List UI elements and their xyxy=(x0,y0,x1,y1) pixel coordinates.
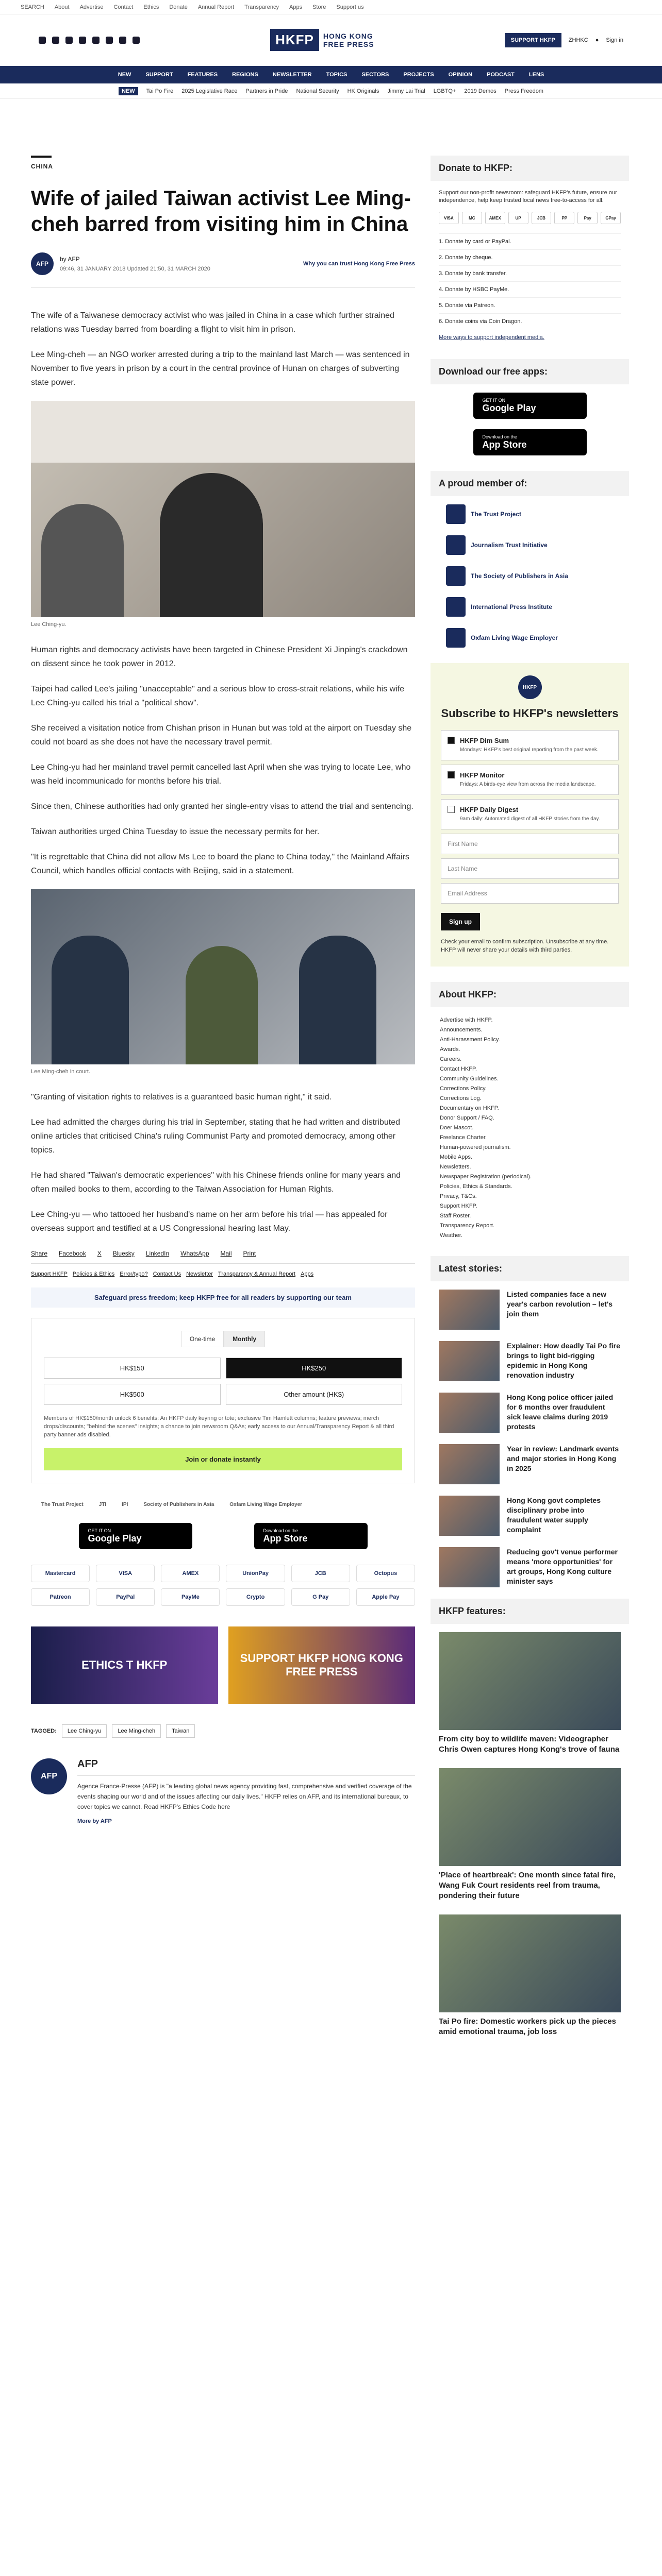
about-link[interactable]: Anti-Harassment Policy. xyxy=(440,1037,500,1043)
trending-item[interactable]: Tai Po Fire xyxy=(146,88,174,94)
share-bar xyxy=(31,1250,415,1264)
newsletter-option[interactable] xyxy=(441,730,619,760)
about-link[interactable]: Documentary on HKFP. xyxy=(440,1105,499,1111)
newsletter-option-text xyxy=(460,737,599,754)
byline xyxy=(31,252,415,288)
trending-bar xyxy=(0,83,662,99)
checkbox-checked[interactable] xyxy=(448,737,455,744)
newsletter-option[interactable] xyxy=(441,799,619,829)
about-link[interactable]: Weather. xyxy=(440,1232,462,1239)
newsletter-signup xyxy=(431,663,629,967)
article-paragraph: Human rights and democracy activists have been targeted in Chinese President Xi Jinping's crackdown on dissent since he took power in 2012. xyxy=(31,646,408,668)
payment-methods xyxy=(31,1565,415,1606)
jti-logo xyxy=(446,535,466,555)
donate-option[interactable]: 2. Donate by cheque. xyxy=(439,249,621,265)
about-link[interactable]: Newspaper Registration (periodical). xyxy=(440,1174,532,1180)
share-print[interactable]: Print xyxy=(243,1250,256,1257)
donate-text[interactable]: Support our non-profit newsroom: safeguard HKFP's future, ensure our independence, help keep trusted local news free-to-access for all. xyxy=(439,190,617,204)
link-apps[interactable]: Apps xyxy=(301,1271,314,1277)
topbar-annual-report[interactable]: Annual Report xyxy=(197,4,235,10)
top-utility-bar xyxy=(0,0,662,14)
youtube-icon[interactable] xyxy=(106,37,113,44)
share-bluesky[interactable]: Bluesky xyxy=(112,1250,135,1257)
main-nav xyxy=(0,66,662,83)
mail-icon[interactable] xyxy=(119,37,126,44)
article-paragraph: Lee Ching-yu had her mainland travel permit cancelled last April when she was trying to locate Lee, who was held incommunicado for months before his trial. xyxy=(31,763,411,786)
nav-opinion[interactable]: OPINION xyxy=(448,72,473,78)
about-link[interactable]: Corrections Log. xyxy=(440,1095,482,1101)
author-bio: Agence France-Presse (AFP) is "a leading global news agency providing fast, comprehensive and verified coverage of the events shaping our world and of the issues affecting our daily lives." HKFP relies on AFP, and its international bureaux, to cover topics we cannot. Read HKFP's Ethics Code here xyxy=(77,1783,412,1810)
donate-option[interactable]: 4. Donate by HSBC PayMe. xyxy=(439,281,621,297)
article-paragraph: "Granting of visitation rights to relatives is a guaranteed basic human right," it said. xyxy=(31,1093,332,1101)
feature-title: From city boy to wildlife maven: Videographer Chris Owen captures Hong Kong's trove of fauna xyxy=(439,1735,620,1754)
trending-item[interactable]: National Security xyxy=(296,88,339,94)
newsletter-name: HKFP Dim Sum xyxy=(460,737,509,744)
newsletter-desc: 9am daily: Automated digest of all HKFP stories from the day. xyxy=(460,816,600,822)
email-field[interactable]: Email Address xyxy=(441,883,619,904)
about-link[interactable]: Awards. xyxy=(440,1046,460,1053)
newsletter-title: Subscribe to HKFP's newsletters xyxy=(441,707,619,720)
photo-person xyxy=(160,473,263,617)
about-link[interactable]: Mobile Apps. xyxy=(440,1154,472,1160)
amount-option[interactable]: HK$500 xyxy=(44,1384,221,1405)
google-play-small: GET IT ON xyxy=(482,398,506,403)
share-label: Share xyxy=(31,1250,48,1257)
features-heading: HKFP features: xyxy=(431,1599,629,1624)
logo-line-2: FREE PRESS xyxy=(323,40,374,48)
app-store-small: Download on the xyxy=(263,1528,299,1533)
mastercard-icon[interactable]: Mastercard xyxy=(31,1565,90,1582)
story-thumbnail xyxy=(439,1341,500,1381)
about-link[interactable]: Human-powered journalism. xyxy=(440,1144,511,1150)
article-photo-court xyxy=(31,889,415,1064)
gpay-icon: GPay xyxy=(601,212,621,224)
photo-caption: Lee Ming-cheh in court. xyxy=(31,1069,90,1075)
article-paragraph: He had shared "Taiwan's democratic experiences" with his Chinese friends online for many years and often mailed books to them, according to the Taiwan Association for Human Rights. xyxy=(31,1171,401,1194)
link-support[interactable]: Support HKFP xyxy=(31,1271,68,1277)
topbar-about[interactable]: About xyxy=(54,4,70,10)
about-link[interactable]: Doer Mascot. xyxy=(440,1125,474,1131)
social-icons xyxy=(39,37,140,44)
badge-jti[interactable]: JTI xyxy=(98,1502,107,1507)
newsletter-desc: Mondays: HKFP's best original reporting from the past week. xyxy=(460,747,599,753)
sidebar xyxy=(431,156,629,2050)
latest-heading: Latest stories: xyxy=(431,1256,629,1281)
paypal-icon: PP xyxy=(554,212,574,224)
share-facebook[interactable]: Facebook xyxy=(59,1250,86,1257)
feature-image xyxy=(439,1632,621,1730)
tag-item[interactable]: Lee Ming-cheh xyxy=(112,1724,161,1738)
newsletter-desc: Fridays: A birds-eye view from across the media landscape. xyxy=(460,782,596,787)
link-newsletter[interactable]: Newsletter xyxy=(186,1271,213,1277)
feature-story[interactable] xyxy=(431,1914,629,2037)
share-linkedin[interactable]: LinkedIn xyxy=(145,1250,170,1257)
nav-topics[interactable]: TOPICS xyxy=(326,72,347,78)
brand-header xyxy=(0,14,662,66)
topbar-apps[interactable]: Apps xyxy=(289,4,303,10)
nav-projects[interactable]: PROJECTS xyxy=(403,72,434,78)
topbar-ethics[interactable]: Ethics xyxy=(143,4,159,10)
member-list xyxy=(431,504,629,648)
publish-dates: 09:46, 31 JANUARY 2018 Updated 21:50, 31 MARCH 2020 xyxy=(60,266,210,272)
newsletter-option-text xyxy=(460,806,600,823)
latest-story[interactable] xyxy=(431,1444,629,1484)
linkedin-icon[interactable] xyxy=(92,37,100,44)
article-title: Wife of jailed Taiwan activist Lee Ming-cheh barred from visiting him in China xyxy=(31,187,411,235)
logo-text xyxy=(323,32,374,48)
google-play-big: Google Play xyxy=(482,403,536,413)
google-play-button[interactable] xyxy=(473,393,587,419)
topbar-store[interactable]: Store xyxy=(312,4,326,10)
member-badges xyxy=(31,1502,415,1507)
story-thumbnail xyxy=(439,1393,500,1433)
newsletter-name: HKFP Daily Digest xyxy=(460,806,519,814)
article-paragraph: "It is regrettable that China did not allow Ms Lee to board the plane to China today," the Mainland Affairs Council, which handles official contacts with Beijing, said in a statement. xyxy=(31,853,409,875)
tagged-label: TAGGED: xyxy=(31,1728,57,1734)
feature-title: 'Place of heartbreak': One month since fatal fire, Wang Fuk Court residents reel from trauma, pondering their future xyxy=(439,1871,616,1900)
donate-options xyxy=(431,233,629,329)
byline-text xyxy=(60,256,210,272)
about-link[interactable]: Staff Roster. xyxy=(440,1213,471,1219)
new-badge: NEW xyxy=(119,87,138,95)
topbar-advertise[interactable]: Advertise xyxy=(79,4,104,10)
safeguard-banner[interactable]: Safeguard press freedom; keep HKFP free for all readers by supporting our team xyxy=(31,1287,415,1308)
photo-banner xyxy=(31,401,415,463)
topbar-donate[interactable]: Donate xyxy=(169,4,188,10)
member-oxfam[interactable] xyxy=(446,628,614,648)
donate-option[interactable]: 3. Donate by bank transfer. xyxy=(439,265,621,281)
latest-story[interactable] xyxy=(431,1496,629,1536)
google-play-small: GET IT ON xyxy=(88,1528,111,1533)
about-link[interactable]: Contact HKFP. xyxy=(440,1066,477,1072)
badge-oxfam[interactable]: Oxfam Living Wage Employer xyxy=(229,1502,303,1507)
article-paragraph: Lee had admitted the charges during his trial in September, stating that he had written and distributed online articles that criticised China's ruling Communist Party and promoted democracy, among other topics. xyxy=(31,1118,400,1155)
page-body xyxy=(0,156,662,2050)
trending-item[interactable]: Partners in Pride xyxy=(245,88,288,94)
promo-banners xyxy=(31,1626,415,1704)
donate-widget xyxy=(31,1318,415,1483)
divider xyxy=(77,1775,415,1776)
about-link[interactable]: Privacy, T&Cs. xyxy=(440,1193,477,1199)
mastercard-icon: MC xyxy=(462,212,482,224)
badge-sopa[interactable]: Society of Publishers in Asia xyxy=(143,1502,214,1507)
first-name-field[interactable]: First Name xyxy=(441,834,619,854)
member-name: The Trust Project xyxy=(471,511,522,518)
trending-item[interactable]: 2019 Demos xyxy=(464,88,496,94)
logo-mark: HKFP xyxy=(270,29,319,51)
rss-icon[interactable] xyxy=(133,37,140,44)
article-paragraph: Taiwan authorities urged China Tuesday to issue the necessary permits for her. xyxy=(31,827,320,836)
member-name: The Society of Publishers in Asia xyxy=(471,572,568,580)
app-store-small: Download on the xyxy=(482,434,518,439)
app-store-big: App Store xyxy=(482,439,527,450)
story-thumbnail xyxy=(439,1496,500,1536)
user-icon[interactable]: ● xyxy=(595,37,599,43)
amount-option-selected[interactable]: HK$250 xyxy=(226,1358,403,1379)
trust-project-logo xyxy=(446,504,466,524)
feature-image xyxy=(439,1914,621,2012)
footer-links xyxy=(31,1271,415,1277)
member-trust-project[interactable] xyxy=(446,504,614,524)
about-link[interactable]: Announcements. xyxy=(440,1027,483,1033)
share-mail[interactable]: Mail xyxy=(220,1250,232,1257)
language-switch[interactable]: ZHHKC xyxy=(568,37,588,43)
member-jti[interactable] xyxy=(446,535,614,555)
photo-person xyxy=(52,936,129,1064)
topbar-support[interactable]: Support us xyxy=(336,4,364,10)
jcb-icon: JCB xyxy=(532,212,552,224)
more-by-author-link[interactable]: More by AFP xyxy=(77,1818,112,1824)
payme-icon[interactable]: PayMe xyxy=(161,1588,220,1606)
feature-story[interactable] xyxy=(431,1632,629,1755)
newsletter-option[interactable] xyxy=(441,765,619,795)
article-paragraph: Since then, Chinese authorities had only granted her single-entry visas to attend the trial and sentencing. xyxy=(31,802,413,811)
logo-line-1: HONG KONG xyxy=(323,31,373,40)
share-x[interactable]: X xyxy=(97,1250,102,1257)
story-title: Explainer: How deadly Tai Po fire brings to light bid-rigging epidemic in Hong Kong renovation industry xyxy=(507,1342,620,1379)
latest-story[interactable] xyxy=(431,1547,629,1587)
latest-story[interactable] xyxy=(431,1290,629,1330)
photo-caption: Lee Ching-yu. xyxy=(31,621,67,628)
about-link[interactable]: Advertise with HKFP. xyxy=(440,1017,493,1023)
gpay-icon[interactable]: G Pay xyxy=(291,1588,350,1606)
amount-option[interactable]: HK$150 xyxy=(44,1358,221,1379)
amex-icon[interactable]: AMEX xyxy=(161,1565,220,1582)
about-link[interactable]: Donor Support / FAQ. xyxy=(440,1115,494,1121)
story-thumbnail xyxy=(439,1547,500,1587)
latest-story[interactable] xyxy=(431,1341,629,1381)
nav-new[interactable]: NEW xyxy=(118,72,131,78)
applepay-icon[interactable]: Apple Pay xyxy=(356,1588,415,1606)
story-thumbnail xyxy=(439,1290,500,1330)
tag-item[interactable]: Taiwan xyxy=(166,1724,195,1738)
topbar-transparency[interactable]: Transparency xyxy=(244,4,279,10)
story-thumbnail xyxy=(439,1444,500,1484)
about-links xyxy=(431,1015,629,1241)
nav-support[interactable]: SUPPORT xyxy=(145,72,173,78)
header-actions xyxy=(505,33,623,47)
visa-icon: VISA xyxy=(439,212,459,224)
about-link[interactable]: Corrections Policy. xyxy=(440,1086,487,1092)
donation-frequency-toggle xyxy=(44,1331,402,1347)
link-policies[interactable]: Policies & Ethics xyxy=(72,1271,115,1277)
author-avatar[interactable]: AFP xyxy=(31,252,54,275)
site-logo[interactable] xyxy=(270,29,374,51)
membership-note: Members of HK$150/month unlock 6 benefits: An HKFP daily keyring or tote; exclusive Tim Hamlett columns; feature previews; merch drops/discounts; "behind the scenes" insights; a chance to join newsroom Q&As; early access to our Annual/Transparency Report & all third party banner ads disabled. xyxy=(44,1415,394,1438)
link-transparency[interactable]: Transparency & Annual Report xyxy=(218,1271,296,1277)
photo-person xyxy=(299,936,376,1064)
unionpay-icon[interactable]: UnionPay xyxy=(226,1565,285,1582)
checkbox-checked[interactable] xyxy=(448,771,455,778)
story-title: Reducing gov't venue performer means 'more opportunities' for art groups, Hong Kong culture minister says xyxy=(507,1548,618,1585)
donate-option[interactable]: 6. Donate coins via Coin Dragon. xyxy=(439,313,621,329)
member-name: Journalism Trust Initiative xyxy=(471,541,548,549)
article-paragraph: The wife of a Taiwanese democracy activist who was jailed in China in a case which further strained relations was Tuesday barred from boarding a flight to visit him in prison. xyxy=(31,311,394,334)
nav-podcast[interactable]: PODCAST xyxy=(487,72,515,78)
instagram-icon[interactable] xyxy=(65,37,73,44)
nav-lens[interactable]: LENS xyxy=(528,72,544,78)
octopus-icon[interactable]: Octopus xyxy=(356,1565,415,1582)
newsletter-logo: HKFP xyxy=(518,675,542,699)
crypto-icon[interactable]: Crypto xyxy=(226,1588,285,1606)
app-store-big: App Store xyxy=(263,1533,308,1544)
article-photo-lee-ching-yu xyxy=(31,401,415,617)
latest-story[interactable] xyxy=(431,1393,629,1433)
article-paragraph: She received a visitation notice from Chishan prison in Hunan but was told at the airport on Tuesday she could not board as she does not have the necessary travel permit. xyxy=(31,724,412,747)
donate-option[interactable]: 1. Donate by card or PayPal. xyxy=(439,233,621,249)
tag-item[interactable]: Lee Ching-yu xyxy=(62,1724,107,1738)
article-paragraph: Lee Ming-cheh — an NGO worker arrested during a trip to the mainland last March — was sentenced in November to five years in prison by a court in the central province of Hunan on charges of subverting state power. xyxy=(31,350,410,387)
sopa-logo xyxy=(446,566,466,586)
about-link[interactable]: Community Guidelines. xyxy=(440,1076,499,1082)
member-sopa[interactable] xyxy=(446,566,614,586)
trust-link[interactable]: Why you can trust Hong Kong Free Press xyxy=(303,261,415,267)
join-donate-button[interactable]: Join or donate instantly xyxy=(44,1448,402,1470)
jcb-icon[interactable]: JCB xyxy=(291,1565,350,1582)
feature-title: Tai Po fire: Domestic workers pick up the pieces amid emotional trauma, job loss xyxy=(439,2017,616,2036)
article-column xyxy=(31,156,415,2050)
about-link[interactable]: Freelance Charter. xyxy=(440,1134,487,1141)
more-ways-link[interactable]: More ways to support independent media. xyxy=(439,334,544,341)
x-icon[interactable] xyxy=(39,37,46,44)
checkbox-unchecked[interactable] xyxy=(448,806,455,813)
about-link[interactable]: Careers. xyxy=(440,1056,462,1062)
tag-list xyxy=(31,1724,415,1738)
author-box xyxy=(31,1758,415,1825)
nav-sectors[interactable]: SECTORS xyxy=(361,72,389,78)
member-heading: A proud member of: xyxy=(431,471,629,496)
unionpay-icon: UP xyxy=(508,212,528,224)
about-link[interactable]: Support HKFP. xyxy=(440,1203,477,1209)
support-hkfp-button[interactable]: SUPPORT HKFP xyxy=(505,33,561,47)
badge-trust-project[interactable]: The Trust Project xyxy=(41,1502,84,1507)
article-paragraph: Lee Ching-yu — who tattooed her husband's name on her arm before his trial — has appealed for overseas support and testified at a US Congressional hearing last May. xyxy=(31,1210,388,1233)
category-label[interactable]: CHINA xyxy=(31,156,52,170)
visa-icon[interactable]: VISA xyxy=(96,1565,155,1582)
about-heading: About HKFP: xyxy=(431,982,629,1007)
sidebar-app-buttons xyxy=(431,393,629,455)
topbar-contact[interactable]: Contact xyxy=(113,4,134,10)
photo-person xyxy=(41,504,124,617)
story-title: Year in review: Landmark events and major stories in Hong Kong in 2025 xyxy=(507,1445,619,1472)
badge-ipi[interactable]: IPI xyxy=(122,1502,128,1507)
trending-item[interactable]: HK Originals xyxy=(347,88,379,94)
patreon-icon[interactable]: Patreon xyxy=(31,1588,90,1606)
ethics-promo[interactable]: ETHICS T HKFP xyxy=(31,1626,218,1704)
threads-icon[interactable] xyxy=(79,37,86,44)
apps-heading: Download our free apps: xyxy=(431,359,629,384)
app-store-button[interactable] xyxy=(473,429,587,455)
signup-button[interactable]: Sign up xyxy=(441,913,480,930)
about-link[interactable]: Newsletters. xyxy=(440,1164,471,1170)
story-title: Hong Kong police officer jailed for 6 months over fraudulent sick leave claims during 2019 protests xyxy=(507,1393,614,1431)
author-avatar-large[interactable]: AFP xyxy=(31,1758,67,1794)
nav-newsletter[interactable]: NEWSLETTER xyxy=(272,72,312,78)
nav-regions[interactable]: REGIONS xyxy=(232,72,258,78)
member-name: International Press Institute xyxy=(471,603,553,611)
topbar-search[interactable]: SEARCH xyxy=(21,4,44,10)
paypal-icon[interactable]: PayPal xyxy=(96,1588,155,1606)
photo-person xyxy=(186,946,258,1064)
author-box-name[interactable]: AFP xyxy=(77,1758,98,1770)
trending-item[interactable]: 2025 Legislative Race xyxy=(181,88,238,94)
amex-icon: AMEX xyxy=(485,212,505,224)
about-link[interactable]: Policies, Ethics & Standards. xyxy=(440,1183,512,1190)
author-box-body xyxy=(77,1758,415,1825)
facebook-icon[interactable] xyxy=(52,37,59,44)
donation-amounts xyxy=(44,1358,402,1405)
feature-story[interactable] xyxy=(431,1768,629,1901)
feature-image xyxy=(439,1768,621,1866)
link-error[interactable]: Error/typo? xyxy=(120,1271,148,1277)
app-store-row xyxy=(31,1523,415,1549)
other-amount-input[interactable]: Other amount (HK$) xyxy=(226,1384,403,1405)
link-contact[interactable]: Contact Us xyxy=(153,1271,181,1277)
nav-features[interactable]: FEATURES xyxy=(187,72,218,78)
one-time-option[interactable]: One-time xyxy=(181,1331,224,1347)
story-title: Listed companies face a new year's carbon revolution – let's join them xyxy=(507,1290,613,1318)
google-play-button[interactable] xyxy=(79,1523,192,1549)
trending-item[interactable]: Press Freedom xyxy=(504,88,543,94)
author-name[interactable]: by AFP xyxy=(60,256,80,263)
story-title: Hong Kong govt completes disciplinary probe into fraudulent water supply complaint xyxy=(507,1496,601,1534)
oxfam-logo xyxy=(446,628,466,648)
card-logos xyxy=(431,212,629,224)
monthly-option[interactable]: Monthly xyxy=(224,1331,265,1347)
ipi-logo xyxy=(446,597,466,617)
share-whatsapp[interactable]: WhatsApp xyxy=(180,1250,209,1257)
about-link[interactable]: Transparency Report. xyxy=(440,1223,494,1229)
google-play-big: Google Play xyxy=(88,1533,142,1544)
newsletter-name: HKFP Monitor xyxy=(460,771,505,779)
member-name: Oxfam Living Wage Employer xyxy=(471,634,558,641)
article-paragraph: Taipei had called Lee's jailing "unacceptable" and a serious blow to cross-strait relations, while his wife Lee Ching-yu called his trial a "political show". xyxy=(31,685,405,707)
member-ipi[interactable] xyxy=(446,597,614,617)
donate-heading: Donate to HKFP: xyxy=(431,156,629,181)
newsletter-note: Check your email to confirm subscription. Unsubscribe at any time. HKFP will never share your details with third parties. xyxy=(441,939,609,953)
donate-option[interactable]: 5. Donate via Patreon. xyxy=(439,297,621,313)
sign-in-link[interactable]: Sign in xyxy=(606,37,623,43)
trending-item[interactable]: LGBTQ+ xyxy=(433,88,456,94)
newsletter-option-text xyxy=(460,771,595,788)
applepay-icon: Pay xyxy=(577,212,598,224)
support-promo[interactable]: SUPPORT HKFP HONG KONG FREE PRESS xyxy=(228,1626,416,1704)
app-store-button[interactable] xyxy=(254,1523,368,1549)
last-name-field[interactable]: Last Name xyxy=(441,858,619,879)
trending-item[interactable]: Jimmy Lai Trial xyxy=(387,88,425,94)
